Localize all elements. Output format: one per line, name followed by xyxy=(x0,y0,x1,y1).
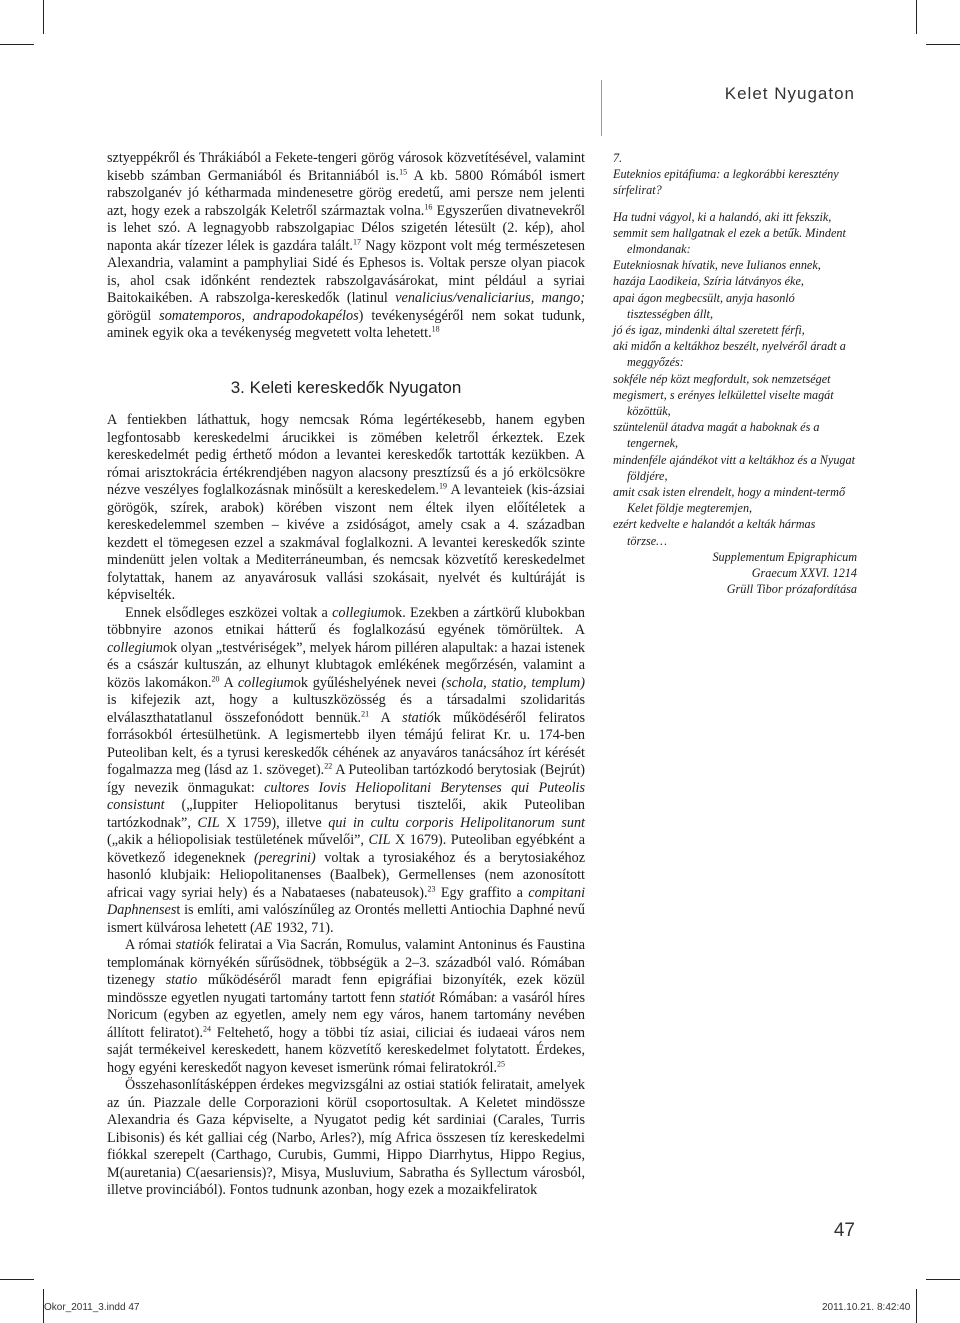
sidebar-caption: Euteknios epitáfiuma: a legkorábbi keresztény sírfelirat? xyxy=(613,167,839,198)
paragraph: Összehasonlításképpen érdekes megvizsgálni az ostiai statiók feliratait, amelyek az ún. Piazzale delle Corporazioni körül csoportosultak. A Keletet mindössze Alexandria és Gaza képviselte, a Nyugatot pedig két sardiniai (Carales, Turris Libisonis) és két galliai cég (Narbo, Arles?), míg Africa összesen tíz kereskedelmi fiókkal szerepelt (Carthago, Curubis, Gummi, Hippo Diarrhytus, Hippo Regius, M(auretania) C(aesariensis)?, Misya, Musluvium, Sabratha és Syllectum városból, illetve provinciából). Fontos tudnunk azonban, hogy ezek a mozaikfeliratok xyxy=(107,1077,585,1198)
footnote-ref[interactable]: 17 xyxy=(352,236,361,246)
crop-mark xyxy=(916,1289,917,1323)
verse-line: ezért kedvelte e halandót a kelták hármas törzse… xyxy=(613,517,816,548)
verse-line: Ha tudni vágyol, ki a halandó, aki itt fekszik, xyxy=(613,209,832,224)
footnote-ref[interactable]: 21 xyxy=(361,708,370,718)
verse-line: apai ágon megbecsült, anyja hasonló tisztességben állt, xyxy=(613,290,795,321)
running-header: Kelet Nyugaton xyxy=(724,84,855,103)
verse-line: hazája Laodikeia, Szíria látványos éke, xyxy=(613,274,804,289)
sidebar-inscription xyxy=(613,150,857,597)
paragraph: sztyeppékről és Thrákiából a Fekete-tengeri görög városok közvetítésével, valamint kisebb számban Germaniából és Britanniából is.$^{15}$ A kb. 5800 Rómából ismert rabszolganév jó kétharmada mindenesetre görög eredetű, ami persze nem jelenti azt, hogy ezek a rabszolgák Keletről származtak volna.$^{16}$ Egyszerűen divatnevekről is lehet szó. A legnagyobb rabszolgapiac Délos szigetén létesült (2. kép), ahol naponta akár tízezer lélek is gazdára talált.$^{17}$ Nagy központ volt még természetesen Alexandria, valamint a pamphyliai Sidé és Ephesos is. Voltak persze olyan piacok is, ahol csak időnként rendeztek rabszolgavásárokat, mint például a syriai Baitokaikében. A rabszolga-kereskedők (latinul venalicius/venaliciarius, mango; görögül somatemporos, andrapodokapélos) tevékenységéről nem sokat tudunk, aminek egyik oka a tevékenység megvetett volta lehetett.$^{18}$ xyxy=(107,150,585,341)
footnote-ref[interactable]: 16 xyxy=(424,201,433,211)
crop-mark xyxy=(926,1279,960,1280)
footnote-ref[interactable]: 20 xyxy=(211,673,220,683)
verse-line: Eutekniosnak hívatik, neve Iulianos ennek, xyxy=(613,258,821,273)
source-citation: Supplementum Epigraphicum xyxy=(712,549,857,564)
crop-mark xyxy=(0,44,34,45)
slug-time: 8:42:40 xyxy=(877,1302,911,1313)
footnote-ref[interactable]: 18 xyxy=(431,324,440,334)
page-number: 47 xyxy=(833,1220,855,1241)
section-heading: 3. Keleti kereskedők Nyugaton xyxy=(230,377,462,397)
verse-line: jó és igaz, mindenki által szeretett férfi, xyxy=(613,323,805,338)
crop-mark xyxy=(916,0,917,34)
verse-line: szüntelenül átadva magát a haboknak és a tengernek, xyxy=(613,420,820,451)
verse-line: aki midőn a keltákhoz beszélt, nyelvéről áradt a meggyőzés: xyxy=(613,339,846,370)
verse-line: mindenféle ajándékot vitt a keltákhoz és a Nyugat földjére, xyxy=(613,452,855,483)
header-divider xyxy=(601,80,602,136)
footnote-ref[interactable]: 24 xyxy=(203,1023,211,1033)
footnote-ref[interactable]: 25 xyxy=(497,1058,506,1068)
source-citation: Graecum XXVI. 1214 xyxy=(751,566,857,581)
footnote-ref[interactable]: 15 xyxy=(399,166,408,176)
verse-line: megismert, s erényes lelkülettel viselte magát közöttük, xyxy=(613,387,834,419)
verse-line: semmit sem hallgatnak el ezek a betűk. Mindent elmondanak: xyxy=(613,225,846,257)
crop-mark xyxy=(0,1279,34,1280)
crop-mark xyxy=(43,0,44,34)
footnote-ref[interactable]: 19 xyxy=(439,481,447,491)
main-column xyxy=(107,150,585,1200)
crop-mark xyxy=(926,44,960,45)
footnote-ref[interactable]: 22 xyxy=(324,761,333,771)
paragraph: A római statiók feliratai a Via Sacrán, Romulus, valamint Antoninus és Faustina templomának környékén sűrűsödnek, többségük a 2–3. századból való. Rómában tizenegy statio működéséről maradt fenn epigráfiai bizonyíték, ezek közül mindössze egyetlen nyugati tartomány tartott fenn statiót Rómában: a vasáról híres Noricum (egyben az egyetlen, amely nem egy város, hanem tartomány nevében állított feliratot).$^{24}$ Feltehető, hogy a többi tíz asiai, ciliciai és iudaeai város nem saját termékeivel kereskedett, hanem közvetítő kereskedelmet folytatott. Érdekes, hogy egyéni kereskedőt nagyon keveset ismerünk római feliratokról.$^{25}$ xyxy=(107,937,585,1076)
verse-line: sokféle nép közt megfordult, sok nemzetséget xyxy=(613,371,831,386)
translator-credit: Grüll Tibor prózafordítása xyxy=(726,582,857,597)
slug-filename: Okor_2011_3.indd 47 xyxy=(44,1302,140,1313)
footnote-ref[interactable]: 23 xyxy=(427,883,436,893)
slug-date: 2011.10.21. xyxy=(822,1302,875,1313)
sidebar-number: 7. xyxy=(613,151,623,165)
paragraph: Ennek elsődleges eszközei voltak a collegiumok. Ezekben a zártkörű klubokban többnyire azonos etnikai hátterű és foglalkozású egyének tömörültek. A collegiumok olyan „testvériségek”, melyek három pilléren alapultak: a hazai istenek és a császár kultuszán, az elhunyt klubtagok emlékének megőrzésén, valamint a közös lakomákon.$^{20}$ A collegiumok gyűléshelyének nevei (schola, statio, templum) is kifejezik azt, hogy a kultuszközösség és a társadalmi szolidaritás elválaszthatatlanul összefonódott bennük.$^{21}$ A statiók működéséről feliratos forrásokból értesülhetünk. A legismertebb ilyen témájú felirat Kr. u. 174-ben Puteoliban kelt, és a tyrusi kereskedők céhének az anyaváros tanácsához írt kérését fogalmazza meg (lásd az 1. szöveget).$^{22}$ A Puteoliban tartózkodó berytosiak (Bejrút) így nevezik önmagukat: cultores Iovis Heliopolitani Berytenses qui Puteolis consistunt („Iuppiter Heliopolitanus berytusi tisztelői, akik Puteoliban tartózkodnak”, CIL X 1759), illetve qui in cultu corporis Helipolitanorum sunt („akik a héliopolisiak testületének művelői”, CIL X 1679). Puteoliban egyébként a következő idegeneknek (peregrini) voltak a tyrosiakéhoz és a berytosiakéhoz hasonló klubjaik: Heliopolitanenses (Baalbek), Germellenses (nem azonosított africai vagy syriai hely) és a Nabataeses (nabateusok).$^{23}$ Egy graffito a compitani Daphnensest is említi, ami valószínűleg az Orontés melletti Antiochia Daphné nevű ismert külvárosa lehetett (AE 1932, 71). xyxy=(107,604,586,936)
verse-line: amit csak isten elrendelt, hogy a mindent-termő Kelet földje megteremjen, xyxy=(613,485,846,516)
paragraph: A fentiekben láthattuk, hogy nemcsak Róma legértékesebb, hanem egyben legfontosabb kereskedelmi árucikkei is zömében keletről érkeztek. Ezek kereskedelmét pedig érthető módon a levantei kereskedők tartották kezükben. A római arisztokrácia értékrendjében nagyon alacsony presztízsű és a jó erkölcsökre nézve veszélyes foglalkozásnak minősült a kereskedelem.$^{19}$ A levanteiek (kis-ázsiai görögök, szírek, arabok) körében viszont nem éltek ilyen előítéletek a kereskedelemmel szemben – kivéve a zsidóságot, amely csak a 4. században kezdett el tömegesen ezzel a szakmával foglalkozni. A levantei kereskedők szinte mindenütt jelen voltak a Mediterráneumban, és nemcsak közvetítő kereskedelmet folytattak, hanem az anyavárosuk vallási szokásait, nyelvét és kultúráját is képviselték. xyxy=(107,412,585,603)
